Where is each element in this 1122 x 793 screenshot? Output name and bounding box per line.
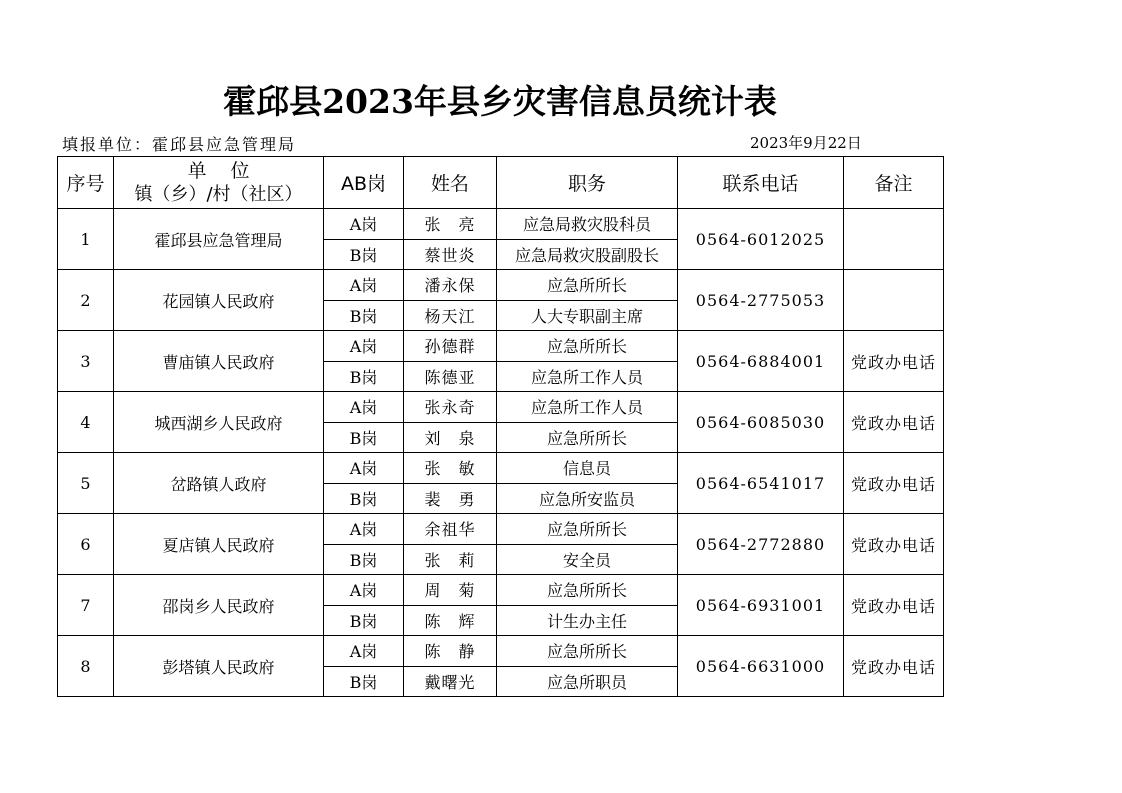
seq-cell: 7 <box>58 575 114 636</box>
duty-cell: 应急局救灾股副股长 <box>497 239 678 270</box>
phone-cell: 0564-6931001 <box>678 575 844 636</box>
table-row <box>58 270 944 301</box>
unit-cell: 霍邱县应急管理局 <box>114 209 324 270</box>
unit-cell: 夏店镇人民政府 <box>114 514 324 575</box>
post-cell: A岗 <box>324 392 404 423</box>
name-cell: 蔡世炎 <box>404 239 497 270</box>
duty-cell: 应急所职员 <box>497 666 678 697</box>
header-seq: 序号 <box>58 157 114 209</box>
table-row <box>58 331 944 362</box>
note-cell: 党政办电话 <box>844 331 944 392</box>
unit-cell: 城西湖乡人民政府 <box>114 392 324 453</box>
header-name: 姓名 <box>404 157 497 209</box>
header-duty: 职务 <box>497 157 678 209</box>
name-cell: 杨天江 <box>404 300 497 331</box>
duty-cell: 应急所所长 <box>497 575 678 606</box>
seq-cell: 1 <box>58 209 114 270</box>
duty-cell: 应急所所长 <box>497 270 678 301</box>
post-cell: B岗 <box>324 666 404 697</box>
post-cell: A岗 <box>324 636 404 667</box>
post-cell: A岗 <box>324 453 404 484</box>
unit-cell: 曹庙镇人民政府 <box>114 331 324 392</box>
header-unit-line2: 镇（乡）/村（社区） <box>134 183 303 205</box>
seq-cell: 8 <box>58 636 114 697</box>
duty-cell: 应急所所长 <box>497 514 678 545</box>
duty-cell: 应急所所长 <box>497 422 678 453</box>
name-cell: 戴曙光 <box>404 666 497 697</box>
unit-cell: 岔路镇人政府 <box>114 453 324 514</box>
table-row <box>58 392 944 423</box>
duty-cell: 应急所工作人员 <box>497 361 678 392</box>
name-cell: 刘 泉 <box>404 422 497 453</box>
duty-cell: 应急所工作人员 <box>497 392 678 423</box>
seq-cell: 6 <box>58 514 114 575</box>
header-unit-line1: 单位 <box>187 159 274 182</box>
post-cell: B岗 <box>324 544 404 575</box>
duty-cell: 应急所所长 <box>497 331 678 362</box>
phone-cell: 0564-6085030 <box>678 392 844 453</box>
name-cell: 裴 勇 <box>404 483 497 514</box>
post-cell: B岗 <box>324 605 404 636</box>
header-row <box>58 157 944 209</box>
unit-cell: 花园镇人民政府 <box>114 270 324 331</box>
post-cell: B岗 <box>324 239 404 270</box>
seq-cell: 4 <box>58 392 114 453</box>
name-cell: 张 莉 <box>404 544 497 575</box>
unit-cell: 邵岗乡人民政府 <box>114 575 324 636</box>
name-cell: 张 亮 <box>404 209 497 240</box>
seq-cell: 3 <box>58 331 114 392</box>
note-cell: 党政办电话 <box>844 392 944 453</box>
name-cell: 张 敏 <box>404 453 497 484</box>
duty-cell: 信息员 <box>497 453 678 484</box>
page-title: 霍邱县2023年县乡灾害信息员统计表 <box>223 82 777 121</box>
note-cell <box>844 270 944 331</box>
duty-cell: 计生办主任 <box>497 605 678 636</box>
phone-cell: 0564-6631000 <box>678 636 844 697</box>
name-cell: 陈德亚 <box>404 361 497 392</box>
unit-cell: 彭塔镇人民政府 <box>114 636 324 697</box>
note-cell: 党政办电话 <box>844 636 944 697</box>
reporting-unit: 填报单位：霍邱县应急管理局 <box>62 135 297 154</box>
table-row <box>58 575 944 606</box>
name-cell: 余祖华 <box>404 514 497 545</box>
name-cell: 孙德群 <box>404 331 497 362</box>
note-cell: 党政办电话 <box>844 453 944 514</box>
header-post: AB岗 <box>324 157 404 209</box>
post-cell: A岗 <box>324 331 404 362</box>
post-cell: A岗 <box>324 209 404 240</box>
duty-cell: 应急所安监员 <box>497 483 678 514</box>
name-cell: 潘永保 <box>404 270 497 301</box>
phone-cell: 0564-6541017 <box>678 453 844 514</box>
note-cell <box>844 209 944 270</box>
name-cell: 周 菊 <box>404 575 497 606</box>
duty-cell: 人大专职副主席 <box>497 300 678 331</box>
name-cell: 张永奇 <box>404 392 497 423</box>
statistics-table <box>57 156 944 697</box>
table-row <box>58 209 944 240</box>
name-cell: 陈 静 <box>404 636 497 667</box>
post-cell: B岗 <box>324 422 404 453</box>
post-cell: A岗 <box>324 514 404 545</box>
post-cell: B岗 <box>324 361 404 392</box>
post-cell: A岗 <box>324 270 404 301</box>
header-note: 备注 <box>844 157 944 209</box>
post-cell: A岗 <box>324 575 404 606</box>
post-cell: B岗 <box>324 483 404 514</box>
table-row <box>58 514 944 545</box>
name-cell: 陈 辉 <box>404 605 497 636</box>
phone-cell: 0564-6884001 <box>678 331 844 392</box>
table-row <box>58 453 944 484</box>
seq-cell: 2 <box>58 270 114 331</box>
header-phone: 联系电话 <box>678 157 844 209</box>
phone-cell: 0564-2772880 <box>678 514 844 575</box>
seq-cell: 5 <box>58 453 114 514</box>
note-cell: 党政办电话 <box>844 575 944 636</box>
phone-cell: 0564-6012025 <box>678 209 844 270</box>
duty-cell: 安全员 <box>497 544 678 575</box>
report-date: 2023年9月22日 <box>750 134 862 152</box>
phone-cell: 0564-2775053 <box>678 270 844 331</box>
table-row <box>58 636 944 667</box>
duty-cell: 应急所所长 <box>497 636 678 667</box>
post-cell: B岗 <box>324 300 404 331</box>
header-unit <box>114 157 324 209</box>
duty-cell: 应急局救灾股科员 <box>497 209 678 240</box>
note-cell: 党政办电话 <box>844 514 944 575</box>
